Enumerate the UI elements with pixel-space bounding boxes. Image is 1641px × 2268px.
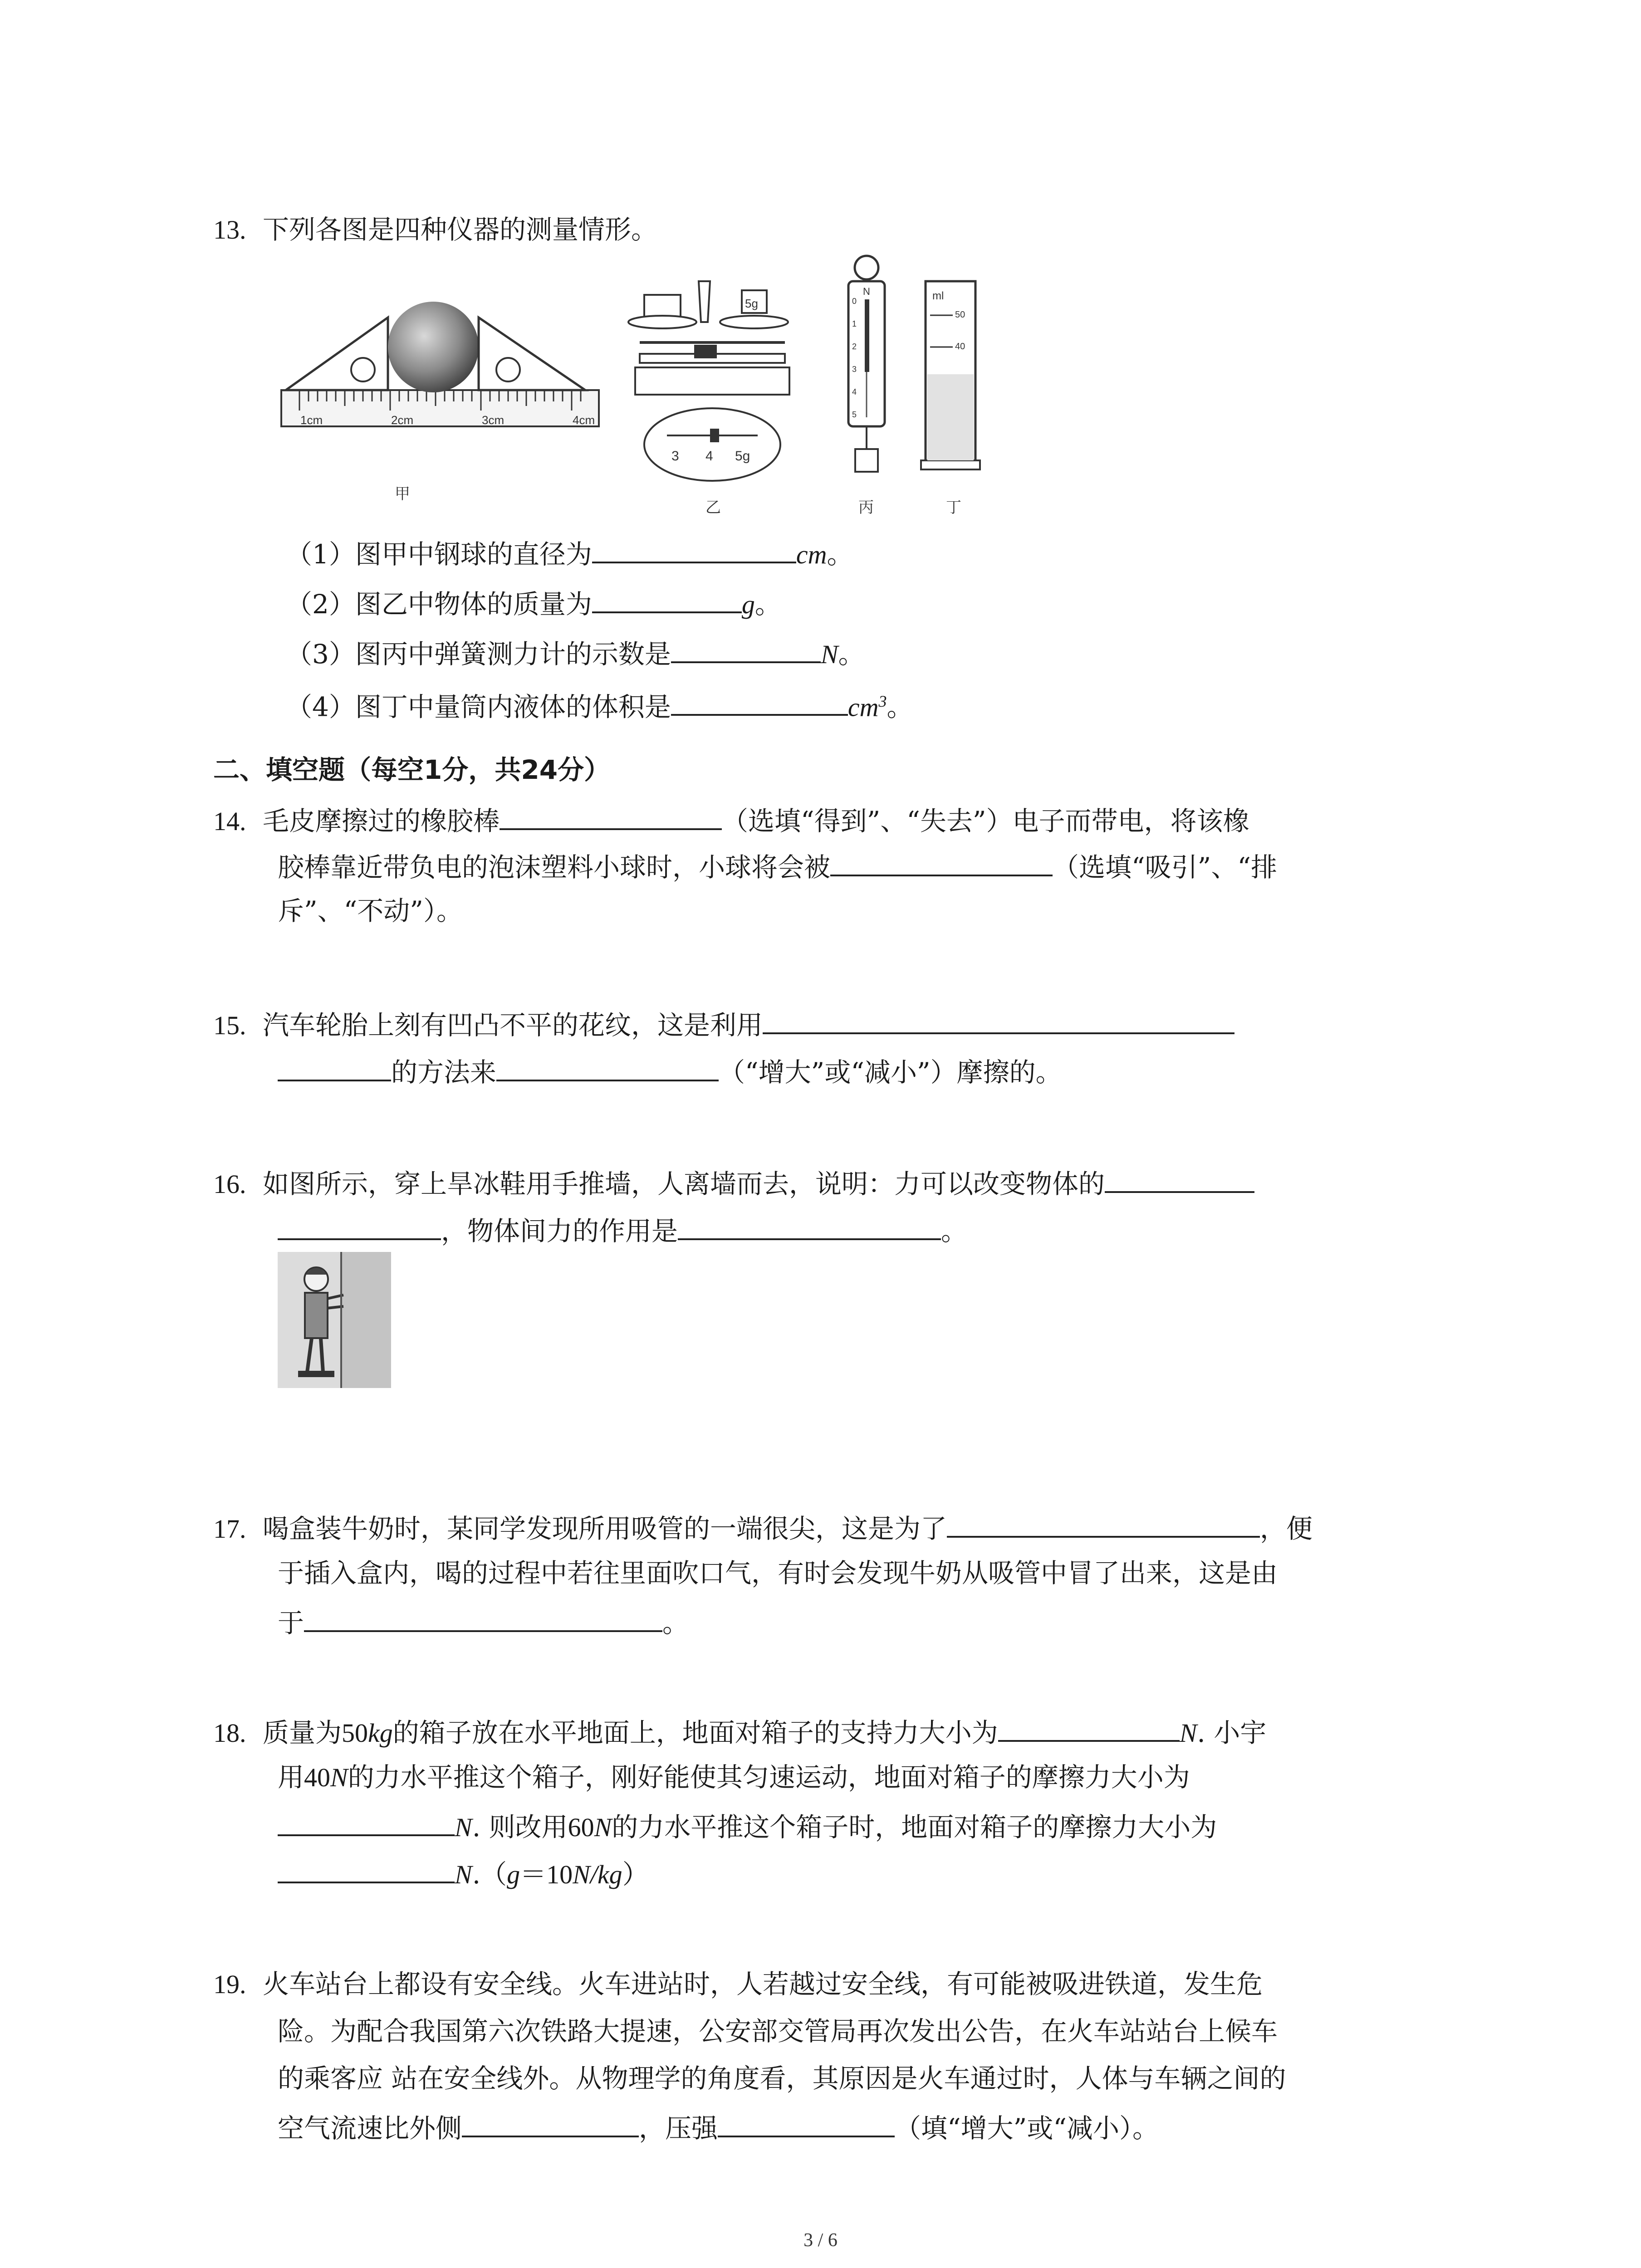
q18-line-3 (278, 1808, 1217, 1844)
q19-text: （填“增大”或“减小）。 (895, 2113, 1159, 2144)
q19-line-4 (278, 2109, 1159, 2145)
q16-text: ，物体间力的作用是 (441, 1216, 678, 1246)
ruler-tick-3: 3cm (482, 413, 505, 427)
answer-blank[interactable] (998, 1714, 1180, 1742)
ruler-tick-1: 1cm (300, 413, 323, 427)
q18-unit: N (594, 1813, 612, 1842)
caption-ding: 丁 (946, 499, 961, 516)
answer-blank[interactable] (718, 2109, 895, 2137)
q18-value: 60 (568, 1813, 594, 1842)
q15-text: 的方法来 (391, 1057, 497, 1088)
question-number: 15. (213, 1011, 246, 1040)
question-stem: 下列各图是四种仪器的测量情形。 (262, 214, 657, 245)
answer-blank[interactable] (500, 802, 722, 830)
answer-blank[interactable] (462, 2109, 639, 2137)
question-number: 18. (213, 1718, 246, 1748)
q19-text: 空气流速比外侧 (278, 2113, 462, 2144)
answer-blank[interactable] (304, 1604, 662, 1632)
q18-text: .（ (472, 1859, 507, 1890)
answer-blank[interactable] (278, 1808, 455, 1836)
caption-yi: 乙 (705, 499, 721, 516)
question-number: 13. (213, 215, 246, 244)
balance-figure (628, 281, 789, 516)
ruler-figure (281, 302, 599, 503)
q14-text: （选填“得到”、“失去”）电子而带电，将该橡 (721, 806, 1249, 836)
answer-blank[interactable] (278, 1855, 455, 1883)
q19-line-1 (213, 1968, 1263, 2001)
spring-tick: 1 (852, 319, 857, 328)
q17-line-3 (278, 1604, 689, 1639)
q18-text: 的箱子放在水平地面上，地面对箱子的支持力大小为 (392, 1717, 998, 1748)
q13-sub-3 (286, 635, 865, 671)
q18-unit: N (330, 1763, 348, 1792)
section-heading: 二、填空题（每空1分，共24分） (213, 754, 611, 785)
ruler-tick-4: 4cm (573, 413, 595, 427)
question-number: 16. (213, 1169, 246, 1199)
spring-tick: 5 (852, 410, 857, 419)
sub-end: 。 (838, 639, 865, 670)
unit: N (820, 640, 838, 669)
q18-value: 40 (304, 1763, 331, 1792)
answer-blank[interactable] (278, 1053, 391, 1081)
sub-text: （1）图甲中钢球的直径为 (286, 539, 592, 570)
answer-blank[interactable] (671, 635, 821, 663)
q18-line-2 (278, 1761, 1190, 1794)
q16-text: 如图所示，穿上旱冰鞋用手推墙，人离墙而去，说明：力可以改变物体的 (262, 1168, 1105, 1199)
q18-value: 50 (341, 1718, 368, 1748)
answer-blank[interactable] (947, 1510, 1260, 1538)
answer-blank[interactable] (496, 1053, 719, 1081)
q18-line-1 (213, 1714, 1266, 1750)
question-number: 17. (213, 1514, 246, 1544)
spring-scale-figure (848, 256, 885, 516)
q19-text: 火车站台上都设有安全线。火车进站时，人若越过安全线，有可能被吸进铁道，发生危 (262, 1969, 1263, 1999)
sub-end: 。 (754, 589, 781, 620)
q14-text: 胶棒靠近带负电的泡沫塑料小球时，小球将会被 (278, 852, 831, 883)
q18-unit: N (455, 1813, 472, 1842)
skater-figure (278, 1252, 391, 1388)
answer-blank[interactable] (830, 848, 1053, 876)
q18-unit: N (1179, 1718, 1197, 1748)
answer-blank[interactable] (592, 585, 742, 613)
answer-blank[interactable] (678, 1212, 941, 1240)
q18-text: 用 (278, 1762, 304, 1793)
answer-blank[interactable] (592, 535, 796, 563)
unit: cm (847, 692, 879, 722)
q13-sub-4 (286, 685, 913, 723)
q18-line-4 (278, 1855, 649, 1891)
spring-tick: 4 (852, 387, 857, 396)
q17-text: 。 (662, 1608, 689, 1638)
q14-line-2 (278, 848, 1277, 884)
q15-line-1 (213, 1006, 1234, 1042)
sub-text: （3）图丙中弹簧测力计的示数是 (286, 639, 671, 670)
sub-text: （2）图乙中物体的质量为 (286, 589, 592, 620)
q16-line-2 (278, 1212, 967, 1247)
weight-label: 5g (745, 297, 758, 310)
question-13 (213, 213, 657, 246)
cyl-tick-40: 40 (955, 342, 965, 352)
q18-text: 质量为 (262, 1717, 342, 1748)
rider-scale-3: 3 (671, 449, 679, 464)
q18-text: 的力水平推这个箱子，刚好能使其匀速运动，地面对箱子的摩擦力大小为 (348, 1762, 1190, 1793)
page-number: 3 / 6 (803, 2230, 838, 2251)
answer-blank[interactable] (278, 1212, 441, 1240)
q15-text: 汽车轮胎上刻有凹凸不平的花纹，这是利用 (262, 1010, 763, 1041)
cylinder-figure (921, 281, 980, 516)
q14-text: （选填“吸引”、“排 (1053, 852, 1277, 883)
spring-tick: 3 (852, 365, 857, 374)
caption-bing: 丙 (858, 499, 874, 516)
q18-unit: N/kg (573, 1860, 622, 1889)
q16-text: 。 (941, 1216, 968, 1246)
q15-line-2 (278, 1053, 1062, 1089)
q15-text: （“增大”或“减小”）摩擦的。 (719, 1057, 1062, 1088)
q13-sub-1 (286, 535, 853, 571)
q13-figures (272, 254, 1021, 526)
q18-symbol: g (507, 1860, 520, 1889)
ruler-tick-2: 2cm (391, 413, 414, 427)
q14-line-1 (213, 802, 1249, 838)
answer-blank[interactable] (1105, 1165, 1254, 1193)
q18-value: ＝10 (520, 1860, 573, 1889)
q16-line-1 (213, 1165, 1254, 1201)
q18-unit: kg (367, 1718, 393, 1748)
q17-line-2: 于插入盒内，喝的过程中若往里面吹口气，有时会发现牛奶从吸管中冒了出来，这是由 (278, 1558, 1278, 1589)
q17-text: 于 (278, 1608, 304, 1638)
q18-text: ） (622, 1859, 649, 1890)
q19-text: ，压强 (639, 2113, 718, 2144)
sub-text: （4）图丁中量筒内液体的体积是 (286, 691, 671, 723)
q17-line-1 (213, 1510, 1313, 1545)
q19-line-3: 的乘客应 站在安全线外。从物理学的角度看，其原因是火车通过时，人体与车辆之间的 (278, 2063, 1286, 2094)
q18-text: 的力水平推这个箱子时，地面对箱子的摩擦力大小为 (612, 1812, 1217, 1843)
q14-text: 毛皮摩擦过的橡胶棒 (262, 806, 500, 836)
sub-end: 。 (887, 691, 913, 723)
q14-line-3: 斥”、“不动”）。 (278, 895, 463, 926)
unit-exponent: 3 (878, 692, 887, 710)
spring-tick: 0 (852, 297, 857, 306)
spring-tick: 2 (852, 342, 857, 351)
rider-scale-4: 4 (705, 449, 713, 464)
cylinder-unit: ml (932, 290, 944, 302)
q19-line-2: 险。为配合我国第六次铁路大提速，公安部交管局再次发出公告，在火车站站台上候车 (278, 2016, 1278, 2047)
answer-blank[interactable] (671, 688, 848, 716)
question-number: 14. (213, 807, 246, 836)
q18-text: . 小宇 (1197, 1717, 1267, 1748)
q17-text: 喝盒装牛奶时，某同学发现所用吸管的一端很尖，这是为了 (262, 1513, 947, 1544)
answer-blank[interactable] (763, 1006, 1234, 1034)
rider-scale-5g: 5g (735, 449, 750, 464)
cyl-tick-50: 50 (955, 310, 965, 320)
q13-sub-2 (286, 585, 781, 621)
steel-ball (388, 302, 479, 392)
question-number: 19. (213, 1970, 246, 1999)
q17-text: ，便 (1259, 1513, 1313, 1544)
unit: g (741, 590, 755, 619)
q18-unit: N (455, 1860, 472, 1889)
q18-text: . 则改用 (472, 1812, 568, 1843)
unit: cm (796, 540, 827, 569)
spring-unit: N (863, 286, 870, 297)
sub-end: 。 (827, 539, 853, 570)
caption-jia: 甲 (395, 485, 410, 503)
